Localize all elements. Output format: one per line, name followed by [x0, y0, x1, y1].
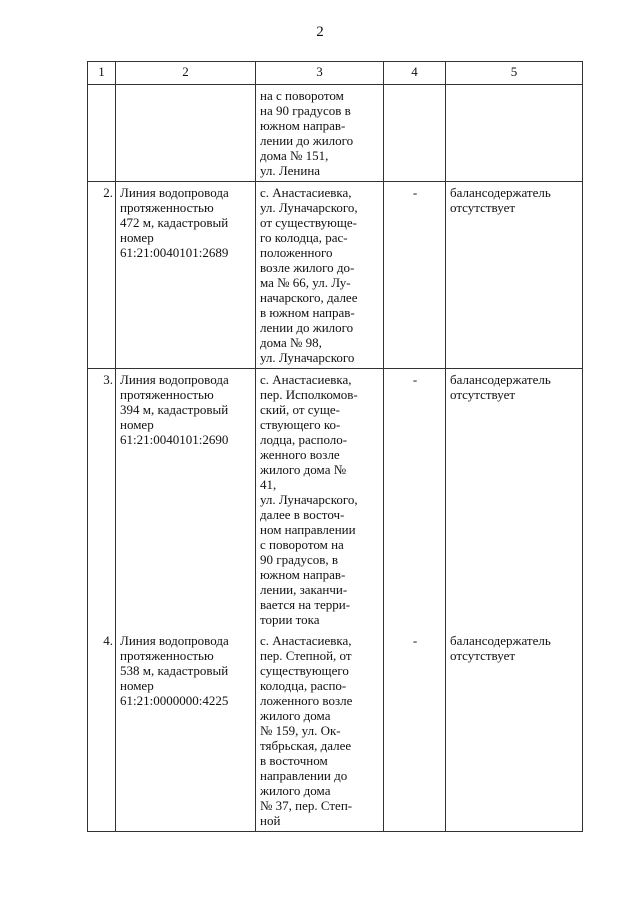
- balance-holder: балансодержатель отсутствует: [446, 369, 583, 631]
- page-number: 2: [316, 24, 324, 40]
- header-cell: 2: [116, 62, 256, 85]
- table-row: [88, 369, 583, 631]
- object-location: с. Анастасиевка, пер. Исполкомов- ский, от суще- ствующего ко- лодца, располо- женного возле жилого дома № 41, ул. Луначарского, далее в восточ- ном направлении с поворотом на 90 градусов, в южном направ- лении, заканчи- вается на терри- тории тока: [256, 369, 384, 631]
- column-4-value: -: [384, 630, 446, 832]
- object-name: [116, 85, 256, 182]
- object-name: Линия водопровода протяженностью 394 м, кадастровый номер 61:21:0040101:2690: [116, 369, 256, 631]
- balance-holder: [446, 85, 583, 182]
- table-row: [88, 85, 583, 182]
- table-row: [88, 182, 583, 369]
- object-name: Линия водопровода протяженностью 538 м, кадастровый номер 61:21:0000000:4225: [116, 630, 256, 832]
- header-cell: 5: [446, 62, 583, 85]
- row-number: [88, 85, 116, 182]
- column-4-value: -: [384, 369, 446, 631]
- water-pipeline-table: [87, 61, 583, 832]
- table-header-row: [88, 62, 583, 85]
- column-4-value: -: [384, 182, 446, 369]
- header-cell: 1: [88, 62, 116, 85]
- header-cell: 3: [256, 62, 384, 85]
- column-4-value: [384, 85, 446, 182]
- balance-holder: балансодержатель отсутствует: [446, 182, 583, 369]
- object-location: с. Анастасиевка, ул. Луначарского, от существующе- го колодца, рас- положенного возле жилого до- ма № 66, ул. Лу- начарского, далее в южном направ- лении до жилого дома № 98, ул. Луначарского: [256, 182, 384, 369]
- header-cell: 4: [384, 62, 446, 85]
- row-number: 3.: [88, 369, 116, 631]
- row-number: 2.: [88, 182, 116, 369]
- object-location: с. Анастасиевка, пер. Степной, от существующего колодца, распо- ложенного возле жилого дома № 159, ул. Ок- тябрьская, далее в восточном направлении до жилого дома № 37, пер. Степ- ной: [256, 630, 384, 832]
- row-number: 4.: [88, 630, 116, 832]
- table-row: [88, 630, 583, 832]
- balance-holder: балансодержатель отсутствует: [446, 630, 583, 832]
- object-name: Линия водопровода протяженностью 472 м, кадастровый номер 61:21:0040101:2689: [116, 182, 256, 369]
- object-location: на с поворотом на 90 градусов в южном направ- лении до жилого дома № 151, ул. Ленина: [256, 85, 384, 182]
